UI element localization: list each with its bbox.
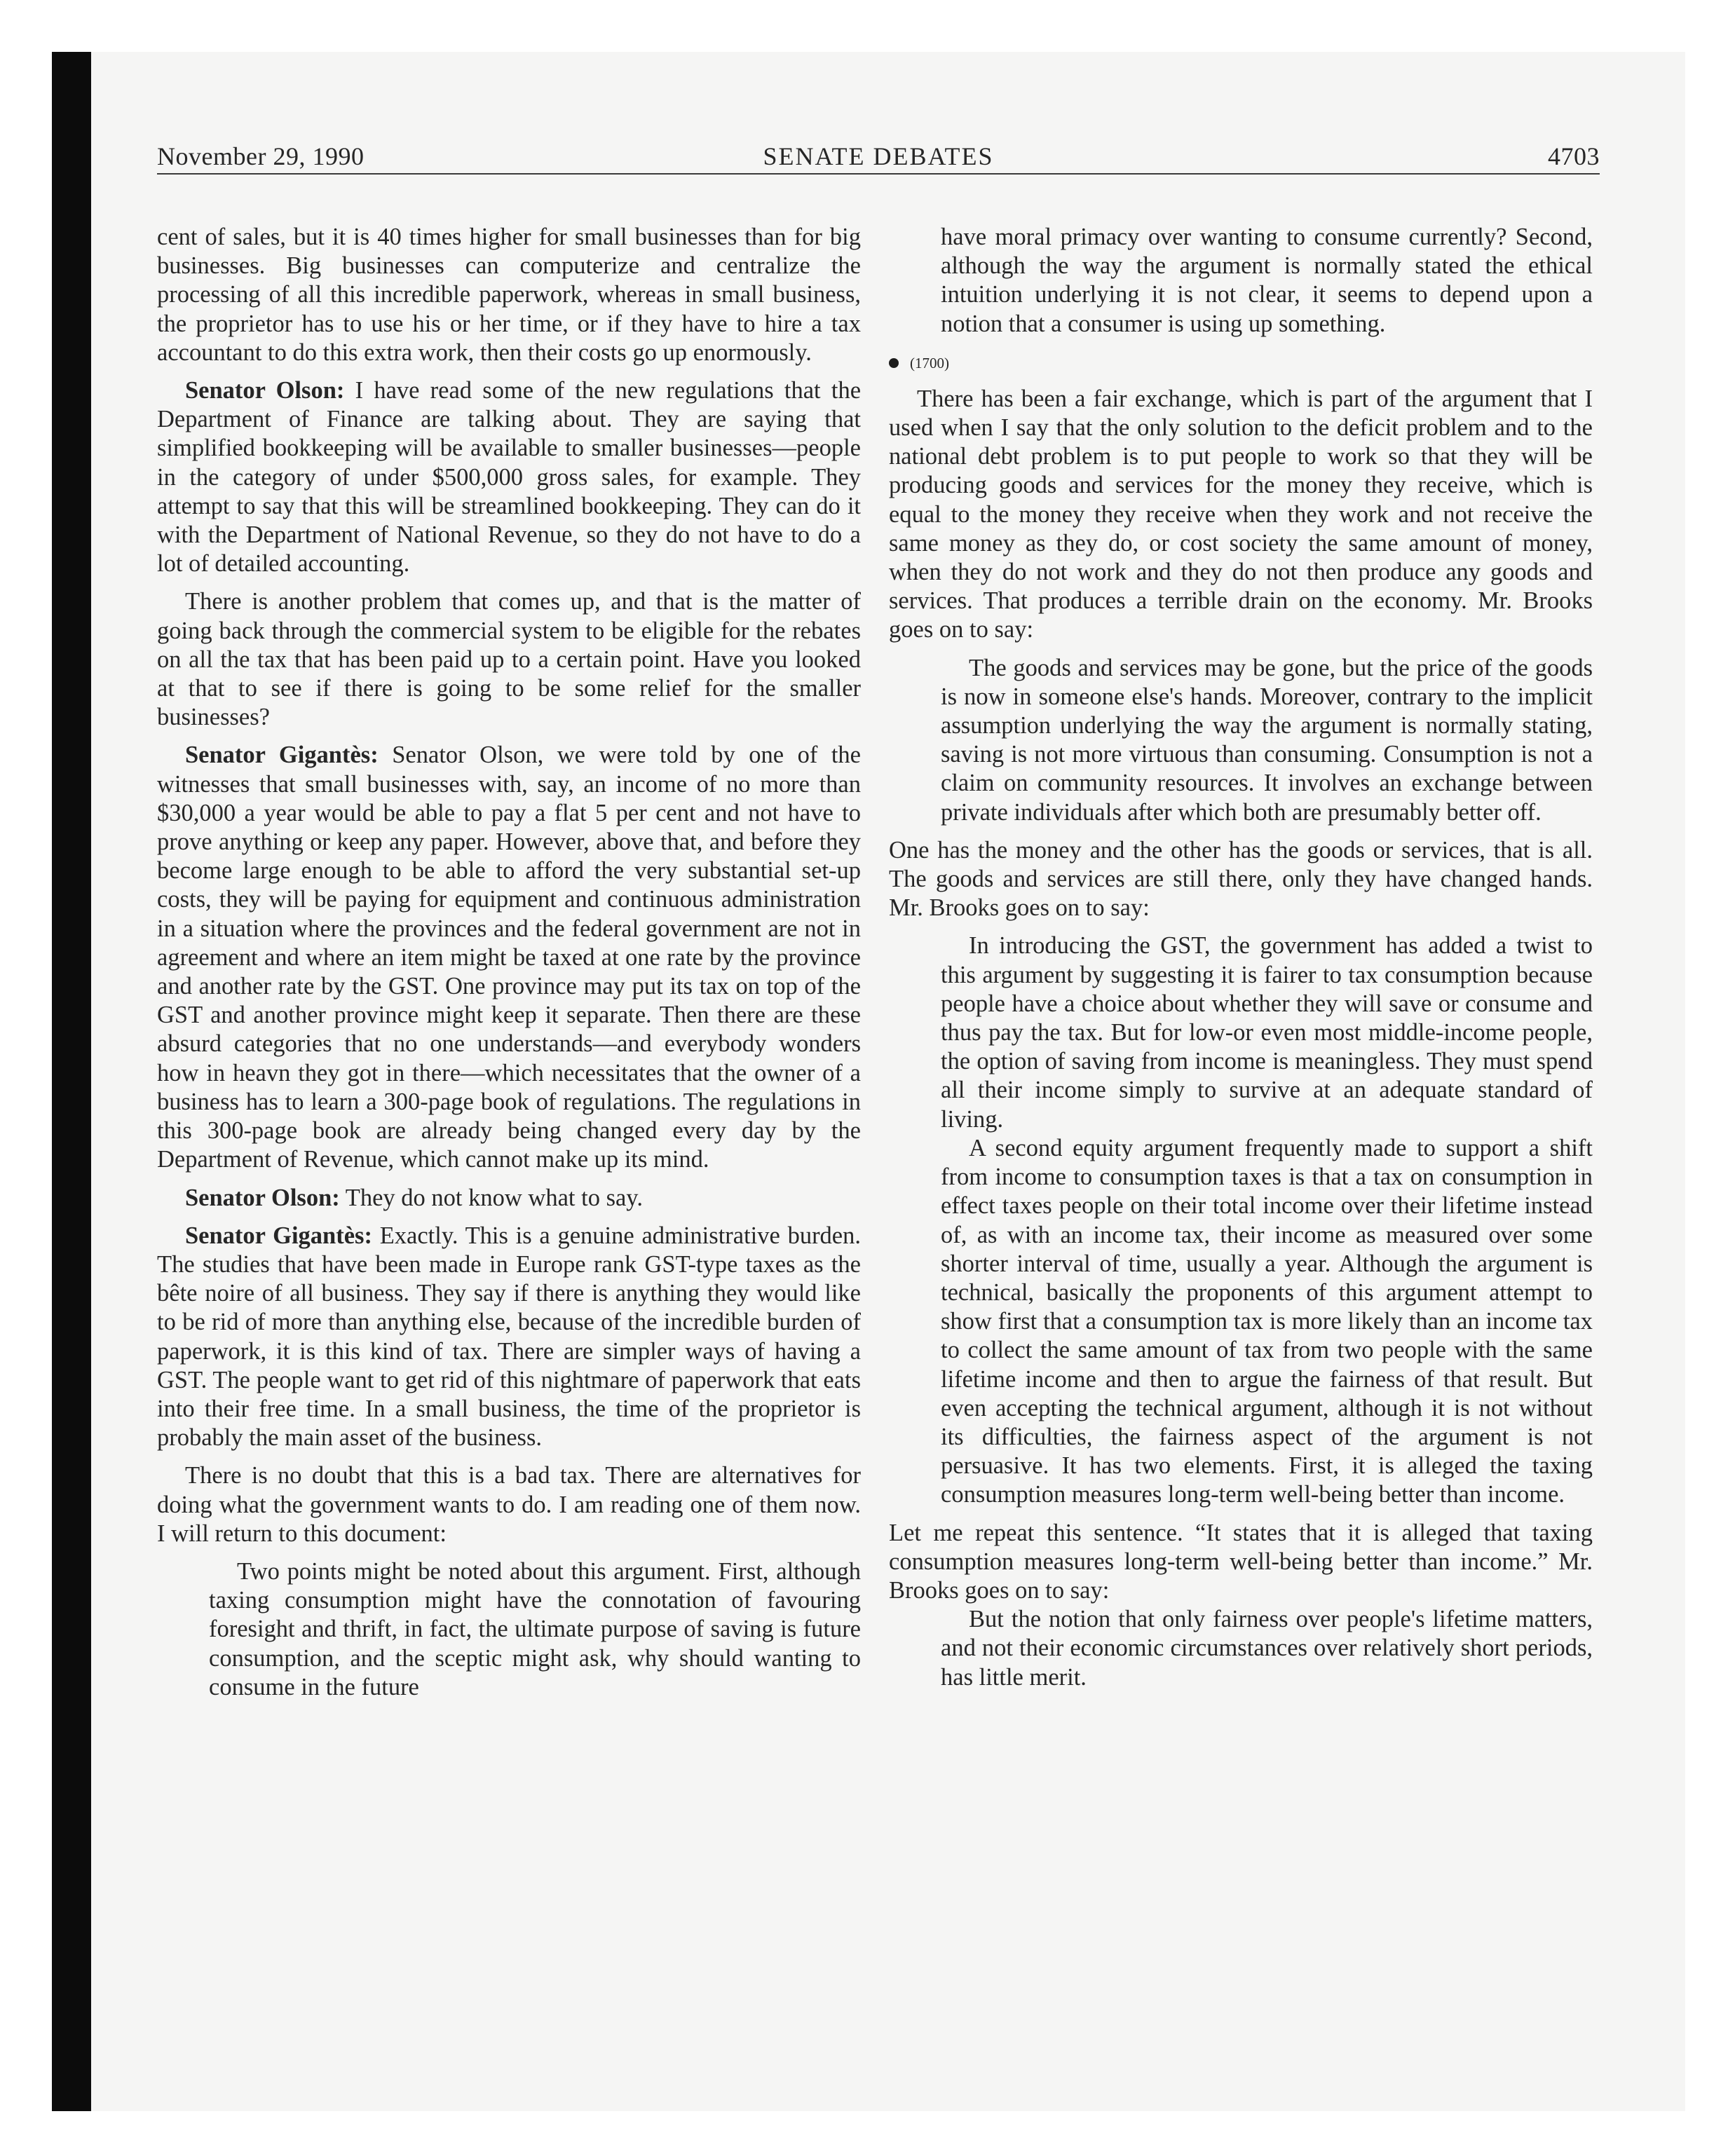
- block-quote: The goods and services may be gone, but the price of the goods is now in someone else's hands. Moreover, contrary to the implicit assumption underlying the way the argument is normally stating, saving is not more virtuous than consuming. Consumption is not a claim on community resources. It involves an exchange between private individuals after which both are presumably better off.: [941, 654, 1593, 826]
- paragraph: There is no doubt that this is a bad tax. There are alternatives for doing what the government wants to do. I am reading one of them now. I will return to this document:: [157, 1462, 861, 1547]
- header-rule: [157, 173, 1600, 175]
- speaker-name: Senator Olson:: [185, 1184, 340, 1211]
- block-quote-continued: have moral primacy over wanting to consume currently? Second, although the way the argument is normally stated the ethical intuition underlying it is not clear, it seems to depend upon a notion that a consumer is using up something.: [941, 224, 1593, 337]
- speech-paragraph: [157, 376, 861, 578]
- block-quote: A second equity argument frequently made to support a shift from income to consumption taxes is that a tax on consumption in effect taxes people on their total income over their lifetime instead of, as with an income tax, their income as measured over some shorter interval of time, usually a year. Although the argument is technical, basically the proponents of this argument attempt to show first that a consumption tax is more likely than an income tax to collect the same amount of tax from two people with the same lifetime income and then to argue the fairness of that result. But even accepting the technical argument, although it is not without its difficulties, the fairness aspect of the argument is not persuasive. It has two elements. First, it is alleged the taxing consumption measures long-term well-being better than income.: [941, 1134, 1593, 1508]
- binding-edge: [52, 52, 91, 2111]
- time-marker-label: (1700): [910, 354, 949, 371]
- header-publication: SENATE DEBATES: [763, 142, 994, 170]
- header-page-number: 4703: [1548, 142, 1600, 170]
- speaker-name: Senator Olson:: [185, 377, 345, 404]
- speaker-name: Senator Gigantès:: [185, 1222, 372, 1249]
- paragraph: There is another problem that comes up, and that is the matter of going back through the commercial system to be eligible for the rebates on all the tax that has been paid up to a certain point. Have you looked at that to see if there is going to be some relief for the smaller businesses?: [157, 588, 861, 731]
- left-column: [157, 223, 861, 1702]
- block-quote: In introducing the GST, the government has added a twist to this argument by suggesting it is fairer to tax consumption because people have a choice about whether they will save or consume and thus pay the tax. But for low-or even most middle-income people, the option of saving from income is meaningless. They must spend all their income simply to survive at an adequate standard of living.: [941, 932, 1593, 1133]
- speech-text: They do not know what to say.: [345, 1184, 643, 1211]
- right-column: [889, 223, 1593, 1692]
- speech-paragraph: [157, 1184, 861, 1213]
- paragraph: Let me repeat this sentence. “It states that it is alleged that taxing consumption measures long-term well-being better than income.” Mr. Brooks goes on to say:: [889, 1519, 1593, 1604]
- time-marker: [889, 354, 1593, 372]
- speech-paragraph: [157, 1222, 861, 1453]
- paragraph: One has the money and the other has the goods or services, that is all. The goods and services are still there, only they have changed hands. Mr. Brooks goes on to say:: [889, 836, 1593, 922]
- paragraph: There has been a fair exchange, which is part of the argument that I used when I say that the only solution to the deficit problem and to the national debt problem is to put people to work so that they will be producing goods and services for the money they receive, which is equal to the money they receive when they work and not receive the same money as they do, or cost society the same amount of money, when they do not work and they do not then produce any goods and services. That produces a terrible drain on the economy. Mr. Brooks goes on to say:: [889, 385, 1593, 643]
- speaker-name: Senator Gigantès:: [185, 742, 379, 769]
- running-head: [157, 142, 1600, 177]
- speech-text: Exactly. This is a genuine administrative burden. The studies that have been made in Europe rank GST-type taxes as the bête noire of all business. They say if there is anything they would like to be rid of more than anything else, because of the incredible burden of paperwork, it is this kind of tax. There are simpler ways of having a GST. The people want to get rid of this nightmare of paperwork that eats into their free time. In a small business, the time of the proprietor is probably the main asset of the business.: [157, 1222, 861, 1452]
- speech-paragraph: [157, 741, 861, 1174]
- block-quote: Two points might be noted about this argument. First, although taxing consumption might have the connotation of favouring foresight and thrift, in fact, the ultimate purpose of saving is future consumption, and the sceptic might ask, why should wanting to consume in the future: [209, 1557, 861, 1700]
- speech-text: I have read some of the new regulations that the Department of Finance are talking about. They are saying that simplified bookkeeping will be available to smaller businesses—people in the category of under $500,000 gross sales, for example. They attempt to say that this will be streamlined bookkeeping. They can do it with the Department of National Revenue, so they do not have to do a lot of detailed accounting.: [157, 377, 862, 578]
- block-quote: But the notion that only fairness over people's lifetime matters, and not their economic circumstances over relatively short periods, has little merit.: [941, 1606, 1593, 1691]
- header-date: November 29, 1990: [157, 142, 365, 170]
- bullet-icon: [889, 358, 899, 368]
- speech-text: Senator Olson, we were told by one of the witnesses that small businesses with, say, an income of no more than $30,000 a year would be able to pay a flat 5 per cent and not have to prove anything or keep any paper. However, above that, and before they become large enough to be able to afford the very substantial set-up costs, they will be paying for equipment and continuous administration in a situation where the provinces and the federal government are not in agreement and where an item might be taxed at one rate by the province and another rate by the GST. One province may put its tax on top of the GST and another province might keep it separate. Then there are these absurd categories that no one understands—and everybody wonders how in heavn they got in there—which necessitates that the owner of a business has to learn a 300-page book of regulations. The regulations in this 300-page book are already being changed every day by the Department of Revenue, which cannot make up its mind.: [157, 742, 861, 1173]
- paragraph: cent of sales, but it is 40 times higher for small businesses than for big businesses. Big businesses can computerize and centralize the processing of all this incredible paperwork, whereas in small business, the proprietor has to use his or her time, or if they have to hire a tax accountant to do this extra work, then their costs go up enormously.: [157, 224, 861, 366]
